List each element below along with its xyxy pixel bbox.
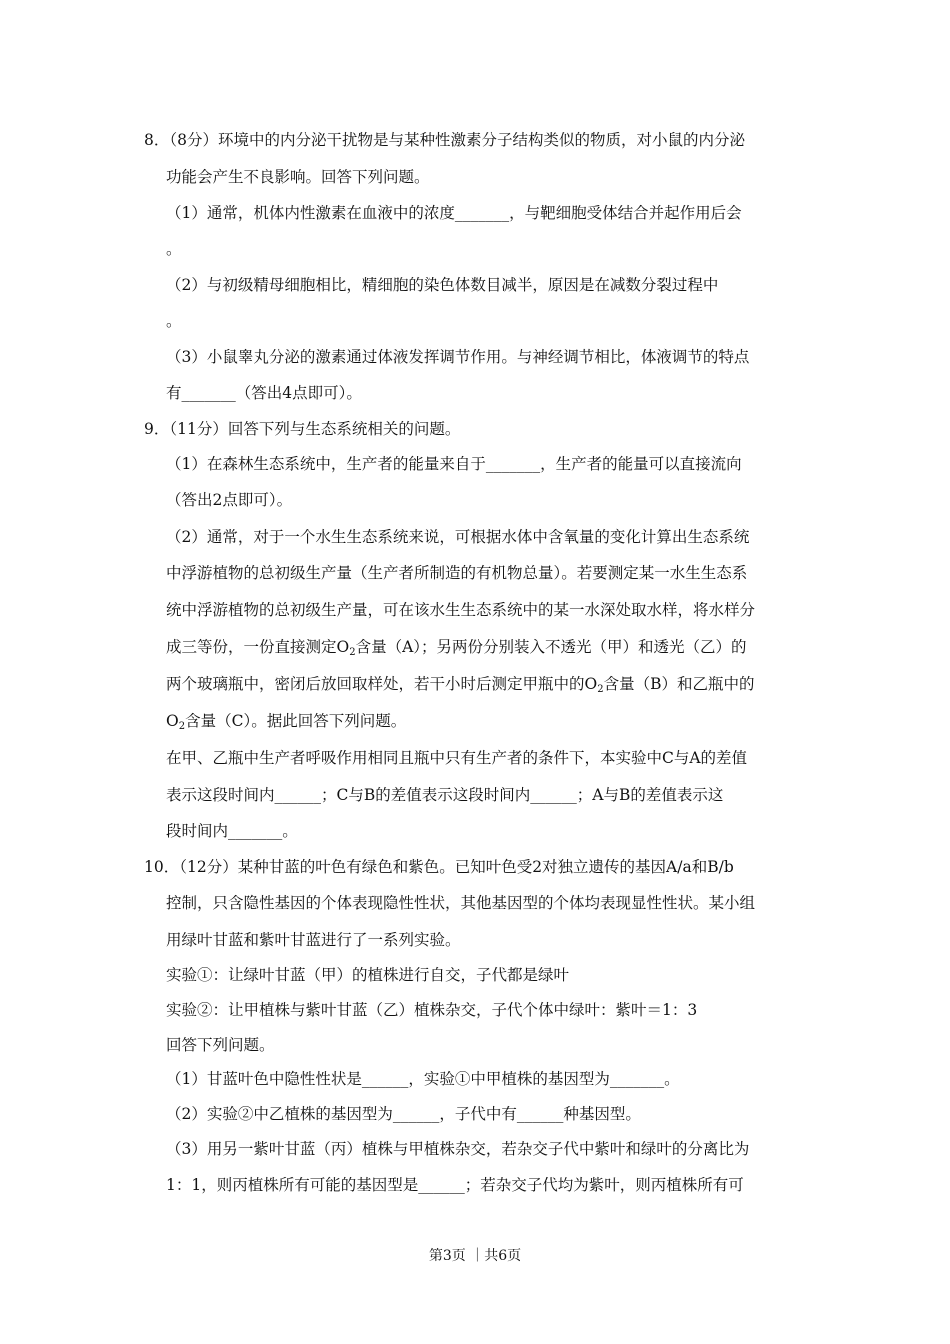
q9-line-10: 在甲、乙瓶中生产者呼吸作用相同且瓶中只有生产者的条件下，本实验中C与A的差值 [166, 749, 748, 767]
q10-line-5: 实验②：让甲植株与紫叶甘蓝（乙）植株杂交，子代个体中绿叶：紫叶＝1：3 [166, 1001, 698, 1019]
q10-line-2: 控制，只含隐性基因的个体表现隐性性状，其他基因型的个体均表现显性性状。某小组 [166, 894, 756, 912]
q9-line-1: 9．（11分）回答下列与生态系统相关的问题。 [144, 420, 461, 438]
q9-line-5: 中浮游植物的总初级生产量（生产者所制造的有机物总量）。若要测定某一水生生态系 [166, 564, 748, 582]
q10-line-3: 用绿叶甘蓝和紫叶甘蓝进行了一系列实验。 [166, 931, 461, 949]
q8-line-5: （2）与初级精母细胞相比，精细胞的染色体数目减半，原因是在减数分裂过程中 [166, 276, 719, 294]
q9-line-11: 表示这段时间内______；C与B的差值表示这段时间内______；A与B的差值表示这 [166, 786, 724, 804]
q9-line-12: 段时间内_______。 [166, 822, 298, 840]
q10-line-8: （2）实验②中乙植株的基因型为______，子代中有______种基因型。 [166, 1105, 641, 1123]
q8-line-8: 有_______（答出4点即可）。 [166, 384, 362, 402]
q10-line-4: 实验①：让绿叶甘蓝（甲）的植株进行自交，子代都是绿叶 [166, 966, 570, 984]
q8-line-2: 功能会产生不良影响。回答下列问题。 [166, 168, 430, 186]
q8-line-1: 8．（8分）环境中的内分泌干扰物是与某种性激素分子结构类似的物质，对小鼠的内分泌 [144, 131, 745, 149]
q10-line-10: 1：1，则丙植株所有可能的基因型是______；若杂交子代均为紫叶，则丙植株所有可 [166, 1176, 744, 1194]
q9-line-3: （答出2点即可）。 [166, 491, 293, 509]
q10-line-6: 回答下列问题。 [166, 1036, 275, 1054]
q8-line-3: （1）通常，机体内性激素在血液中的浓度_______，与靶细胞受体结合并起作用后会 [166, 204, 742, 222]
page-footer: 第3页 ｜共6页 [428, 1248, 522, 1264]
q9-line-6: 统中浮游植物的总初级生产量，可在该水生生态系统中的某一水深处取水样，将水样分 [166, 601, 756, 619]
q9-line-7: 成三等份，一份直接测定$O_2$含量（A）；另两份分别装入不透光（甲）和透光（乙）的 [166, 638, 747, 658]
q8-line-4: 。 [166, 240, 182, 258]
q10-line-1: 10．（12分）某种甘蓝的叶色有绿色和紫色。已知叶色受2对独立遗传的基因A/a和B/b [144, 858, 734, 876]
q9-line-8: 两个玻璃瓶中，密闭后放回取样处，若干小时后测定甲瓶中的$O_2$含量（B）和乙瓶中的 [166, 675, 755, 695]
q9-line-9: $O_2$含量（C）。据此回答下列问题。 [166, 712, 407, 732]
q8-line-6: 。 [166, 312, 182, 330]
q10-line-9: （3）用另一紫叶甘蓝（丙）植株与甲植株杂交，若杂交子代中紫叶和绿叶的分离比为 [166, 1140, 750, 1158]
q10-line-7: （1）甘蓝叶色中隐性性状是______，实验①中甲植株的基因型为_______。 [166, 1070, 680, 1088]
q9-line-2: （1）在森林生态系统中，生产者的能量来自于_______，生产者的能量可以直接流向 [166, 455, 742, 473]
q8-line-7: （3）小鼠睾丸分泌的激素通过体液发挥调节作用。与神经调节相比，体液调节的特点 [166, 348, 750, 366]
q9-line-4: （2）通常，对于一个水生生态系统来说，可根据水体中含氧量的变化计算出生态系统 [166, 528, 750, 546]
